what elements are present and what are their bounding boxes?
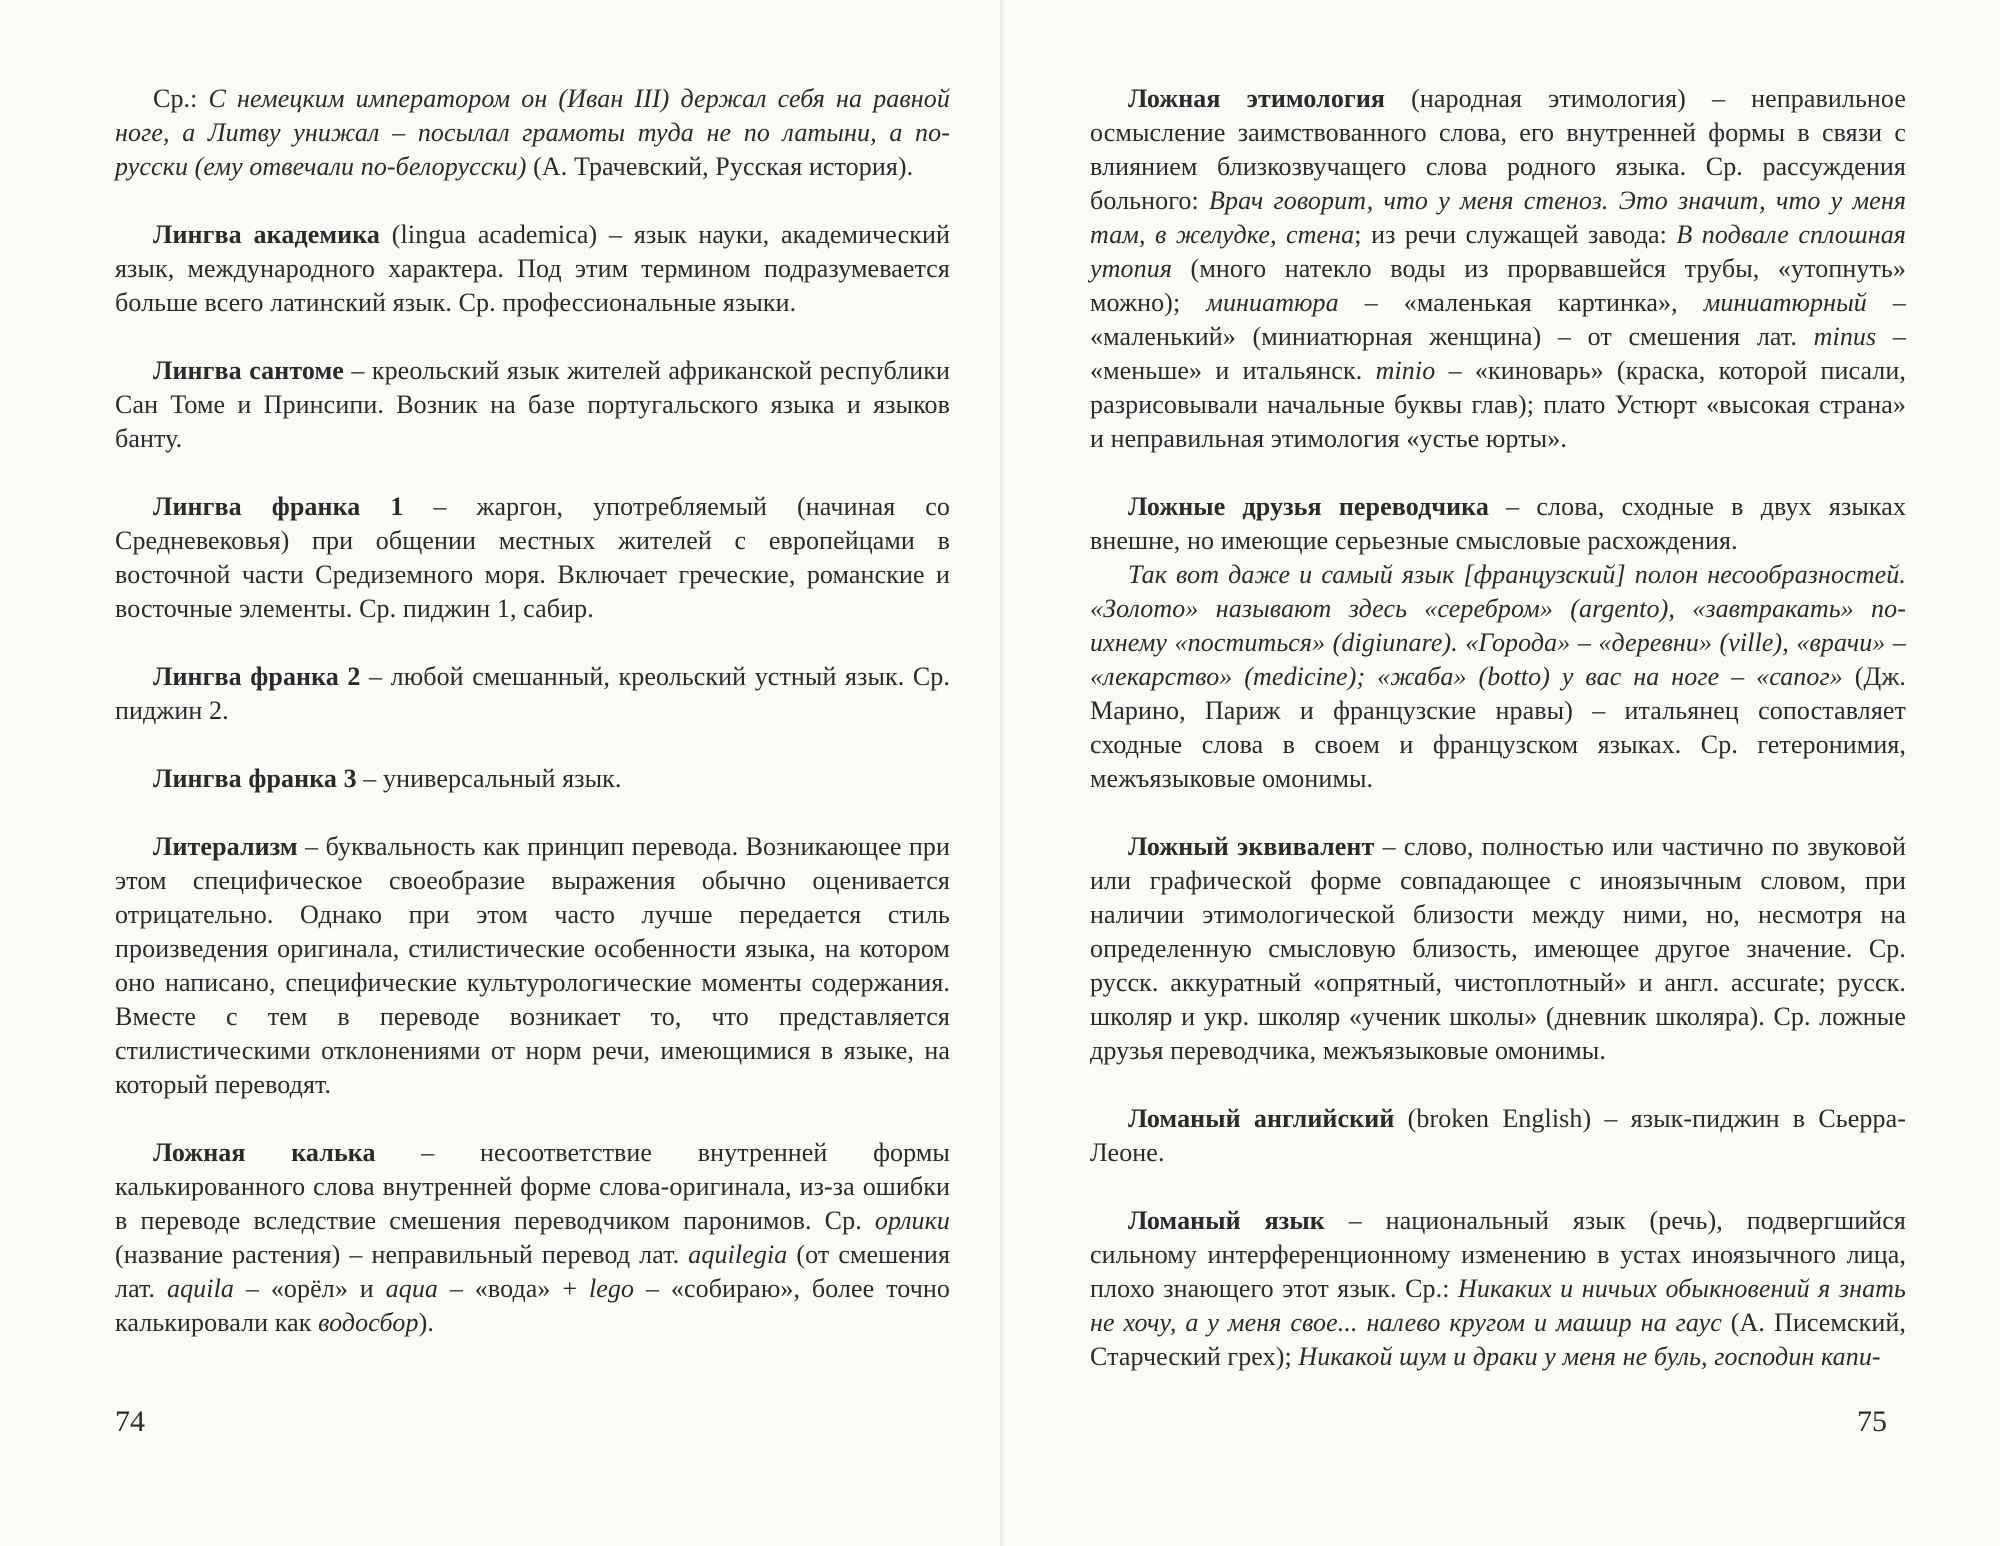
right-page [1090, 82, 1906, 1408]
entry-text [1090, 1204, 1906, 1374]
definition-segment: (название растения) – неправильный перевод лат. [115, 1240, 689, 1269]
entry-text [115, 660, 950, 728]
dictionary-entry [115, 830, 950, 1102]
entry-term: Литерализм [153, 832, 298, 861]
entry-text [1090, 1102, 1906, 1170]
dictionary-entry [1090, 82, 1906, 456]
dictionary-entry [1090, 1204, 1906, 1374]
entry-term: Лингва франка 3 [153, 764, 357, 793]
quote-segment: Так вот даже и самый язык [французский] полон несообразностей. «Золото» называют здесь «серебром» (argento), «завтракать» по-ихнему «поститься» (digiunare). «Города» – «деревни» (ville), «врачи» – «лекарство» (medicine); «жаба» (botto) у вас на ноге – «сапог» [1090, 560, 1906, 691]
definition-segment: (от смешения лат. [115, 1240, 950, 1303]
example-word: миниатюрный [1703, 288, 1867, 317]
quote-segment: Никакой шум и драки у меня не буль, господин капи- [1298, 1342, 1881, 1371]
entry-text [115, 490, 950, 626]
definition-segment: – «собираю», более точно калькировали как [115, 1274, 950, 1337]
definition-segment: – слово, полностью или частично по звуковой или графической форме совпадающее с иноязычным словом, при наличии этимологической близости между ними, но, несмотря на определенную смысловую близость, имеющее другое значение. Ср. русск. аккуратный «опрятный, чистоплотный» и англ. accurate; русск. школяр и укр. школяр «ученик школы» (дневник школяра). Ср. ложные друзья переводчика, межъязыковые омонимы. [1090, 832, 1906, 1065]
dictionary-entry [115, 762, 950, 796]
example-word: водосбор [318, 1308, 419, 1337]
definition-segment: ). [418, 1308, 434, 1337]
definition-segment: – национальный язык (речь), подвергшийся сильному интерференционному изменению в устах иноязычного лица, плохо знающего этот язык. Ср.: [1090, 1206, 1906, 1303]
entry-text [1090, 490, 1906, 558]
quote-segment: Врач говорит, что у меня стеноз. Это значит, что у меня там, в желудке, стена [1090, 186, 1907, 249]
definition-segment: (много натекло воды из прорвавшейся трубы, «утопнуть» можно); [1090, 254, 1906, 317]
example-word: lego [588, 1274, 635, 1303]
entry-term: Ложная этимология [1128, 84, 1386, 113]
dictionary-entry [115, 1136, 950, 1340]
definition-segment: (Дж. Марино, Париж и французские нравы) – итальянец сопоставляет сходные слова в своем и французском языках. Ср. гетеронимия, межъязыковые омонимы. [1090, 662, 1906, 793]
definition-segment: ; из речи служащей завода: [1354, 220, 1677, 249]
entry-text [115, 830, 950, 1102]
entry-text [115, 762, 950, 796]
entry-term: Ломаный английский [1128, 1104, 1395, 1133]
entry-term: Лингва академика [153, 220, 381, 249]
example-word: aquilegia [688, 1240, 788, 1269]
entry-quote-paragraph [1090, 558, 1906, 796]
definition-segment: – «орёл» и [234, 1274, 386, 1303]
quote-segment: Никаких и ничьих обыкновений я знать не хочу, а у меня свое... налево кругом и машир на гаус [1090, 1274, 1906, 1337]
definition-segment: – любой смешанный, креольский устный язык. Ср. пиджин 2. [115, 662, 951, 725]
definition-segment: – универсальный язык. [356, 764, 622, 793]
dictionary-entry [115, 218, 950, 320]
entry-term: Лингва сантоме [153, 356, 344, 385]
example-word: minus [1813, 322, 1877, 351]
example-word: aqua [385, 1274, 439, 1303]
definition-segment: (lingua academica) – язык науки, академический язык, международного характера. Под этим термином подразумевается больше всего латинский язык. Ср. профессиональные языки. [115, 220, 950, 317]
text-segment: (А. Трачевский, Русская история). [526, 152, 914, 181]
definition-segment: (А. Писемский, Старческий грех); [1090, 1308, 1906, 1371]
dictionary-entry [115, 490, 950, 626]
entry-text [115, 218, 950, 320]
dictionary-entry [115, 82, 950, 184]
book-gutter [1000, 0, 1004, 1546]
entry-text [1090, 82, 1906, 456]
entry-text [1090, 830, 1906, 1068]
quote-segment: В подвале сплошная утопия [1090, 220, 1906, 283]
dictionary-entry [1090, 1102, 1906, 1170]
left-page [115, 82, 950, 1374]
definition-segment: – «вода» + [438, 1274, 589, 1303]
text-segment: Ср.: [153, 84, 209, 113]
definition-segment: – «меньше» и итальянск. [1090, 322, 1906, 385]
definition-segment: – «маленькая картинка», [1338, 288, 1704, 317]
entry-text [115, 1136, 950, 1340]
entry-term: Лингва франка 2 [153, 662, 361, 691]
dictionary-entry [1090, 490, 1906, 796]
example-word: миниатюра [1206, 288, 1339, 317]
definition-segment: – креольский язык жителей африканской республики Сан Томе и Принсипи. Возник на базе португальского языка и языков банту. [115, 356, 950, 453]
entry-term: Лингва франка 1 [153, 492, 404, 521]
definition-segment: – несоответствие внутренней формы калькированного слова внутренней форме слова-оригинала, из-за ошибки в переводе вследствие смешения переводчиком паронимов. Ср. [115, 1138, 950, 1235]
definition-segment: (народная этимология) – неправильное осмысление заимствованного слова, его внутренней формы в связи с влиянием близкозвучащего слова родного языка. Ср. рассуждения больного: [1090, 84, 1906, 215]
page-number-right: 75 [1857, 1405, 1887, 1438]
entry-term: Ложные друзья переводчика [1128, 492, 1489, 521]
dictionary-entry [1090, 830, 1906, 1068]
definition-segment: – «киноварь» (краска, которой писали, разрисовывали начальные буквы глав); плато Устюрт «высокая страна» и неправильная этимология «устье юрты». [1090, 356, 1906, 453]
entry-text [115, 82, 950, 184]
definition-segment: – слова, сходные в двух языках внешне, но имеющие серьезные смысловые расхождения. [1090, 492, 1906, 555]
page-number-left: 74 [115, 1405, 145, 1438]
definition-segment: – жаргон, употребляемый (начиная со Средневековья) при общении местных жителей с европейцами в восточной части Средиземного моря. Включает греческие, романские и восточные элементы. Ср. пиджин 1, сабир. [115, 492, 950, 623]
entry-term: Ложная калька [153, 1138, 376, 1167]
example-word: aquila [166, 1274, 235, 1303]
example-word: орлики [874, 1206, 950, 1235]
dictionary-entry [115, 354, 950, 456]
entry-text [115, 354, 950, 456]
quote-segment: С немецким императором он (Иван III) держал себя на равной ноге, а Литву унижал – посылал грамоты туда не по латыни, а по-русски (ему отвечали по-белорусски) [115, 84, 950, 181]
definition-segment: – буквальность как принцип перевода. Возникающее при этом специфическое своеобразие выражения обычно оценивается отрицательно. Однако при этом часто лучше передается стиль произведения оригинала, стилистические особенности языка, на котором оно написано, специфические культурологические моменты содержания. Вместе с тем в переводе возникает то, что представляется стилистическими отклонениями от норм речи, имеющимися в языке, на который переводят. [115, 832, 950, 1099]
definition-segment: – «маленький» (миниатюрная женщина) – от смешения лат. [1090, 288, 1906, 351]
entry-term: Ломаный язык [1128, 1206, 1325, 1235]
definition-segment: (broken English) – язык-пиджин в Сьерра-Леоне. [1090, 1104, 1906, 1167]
entry-term: Ложный эквивалент [1128, 832, 1375, 861]
dictionary-entry [115, 660, 950, 728]
example-word: minio [1375, 356, 1436, 385]
